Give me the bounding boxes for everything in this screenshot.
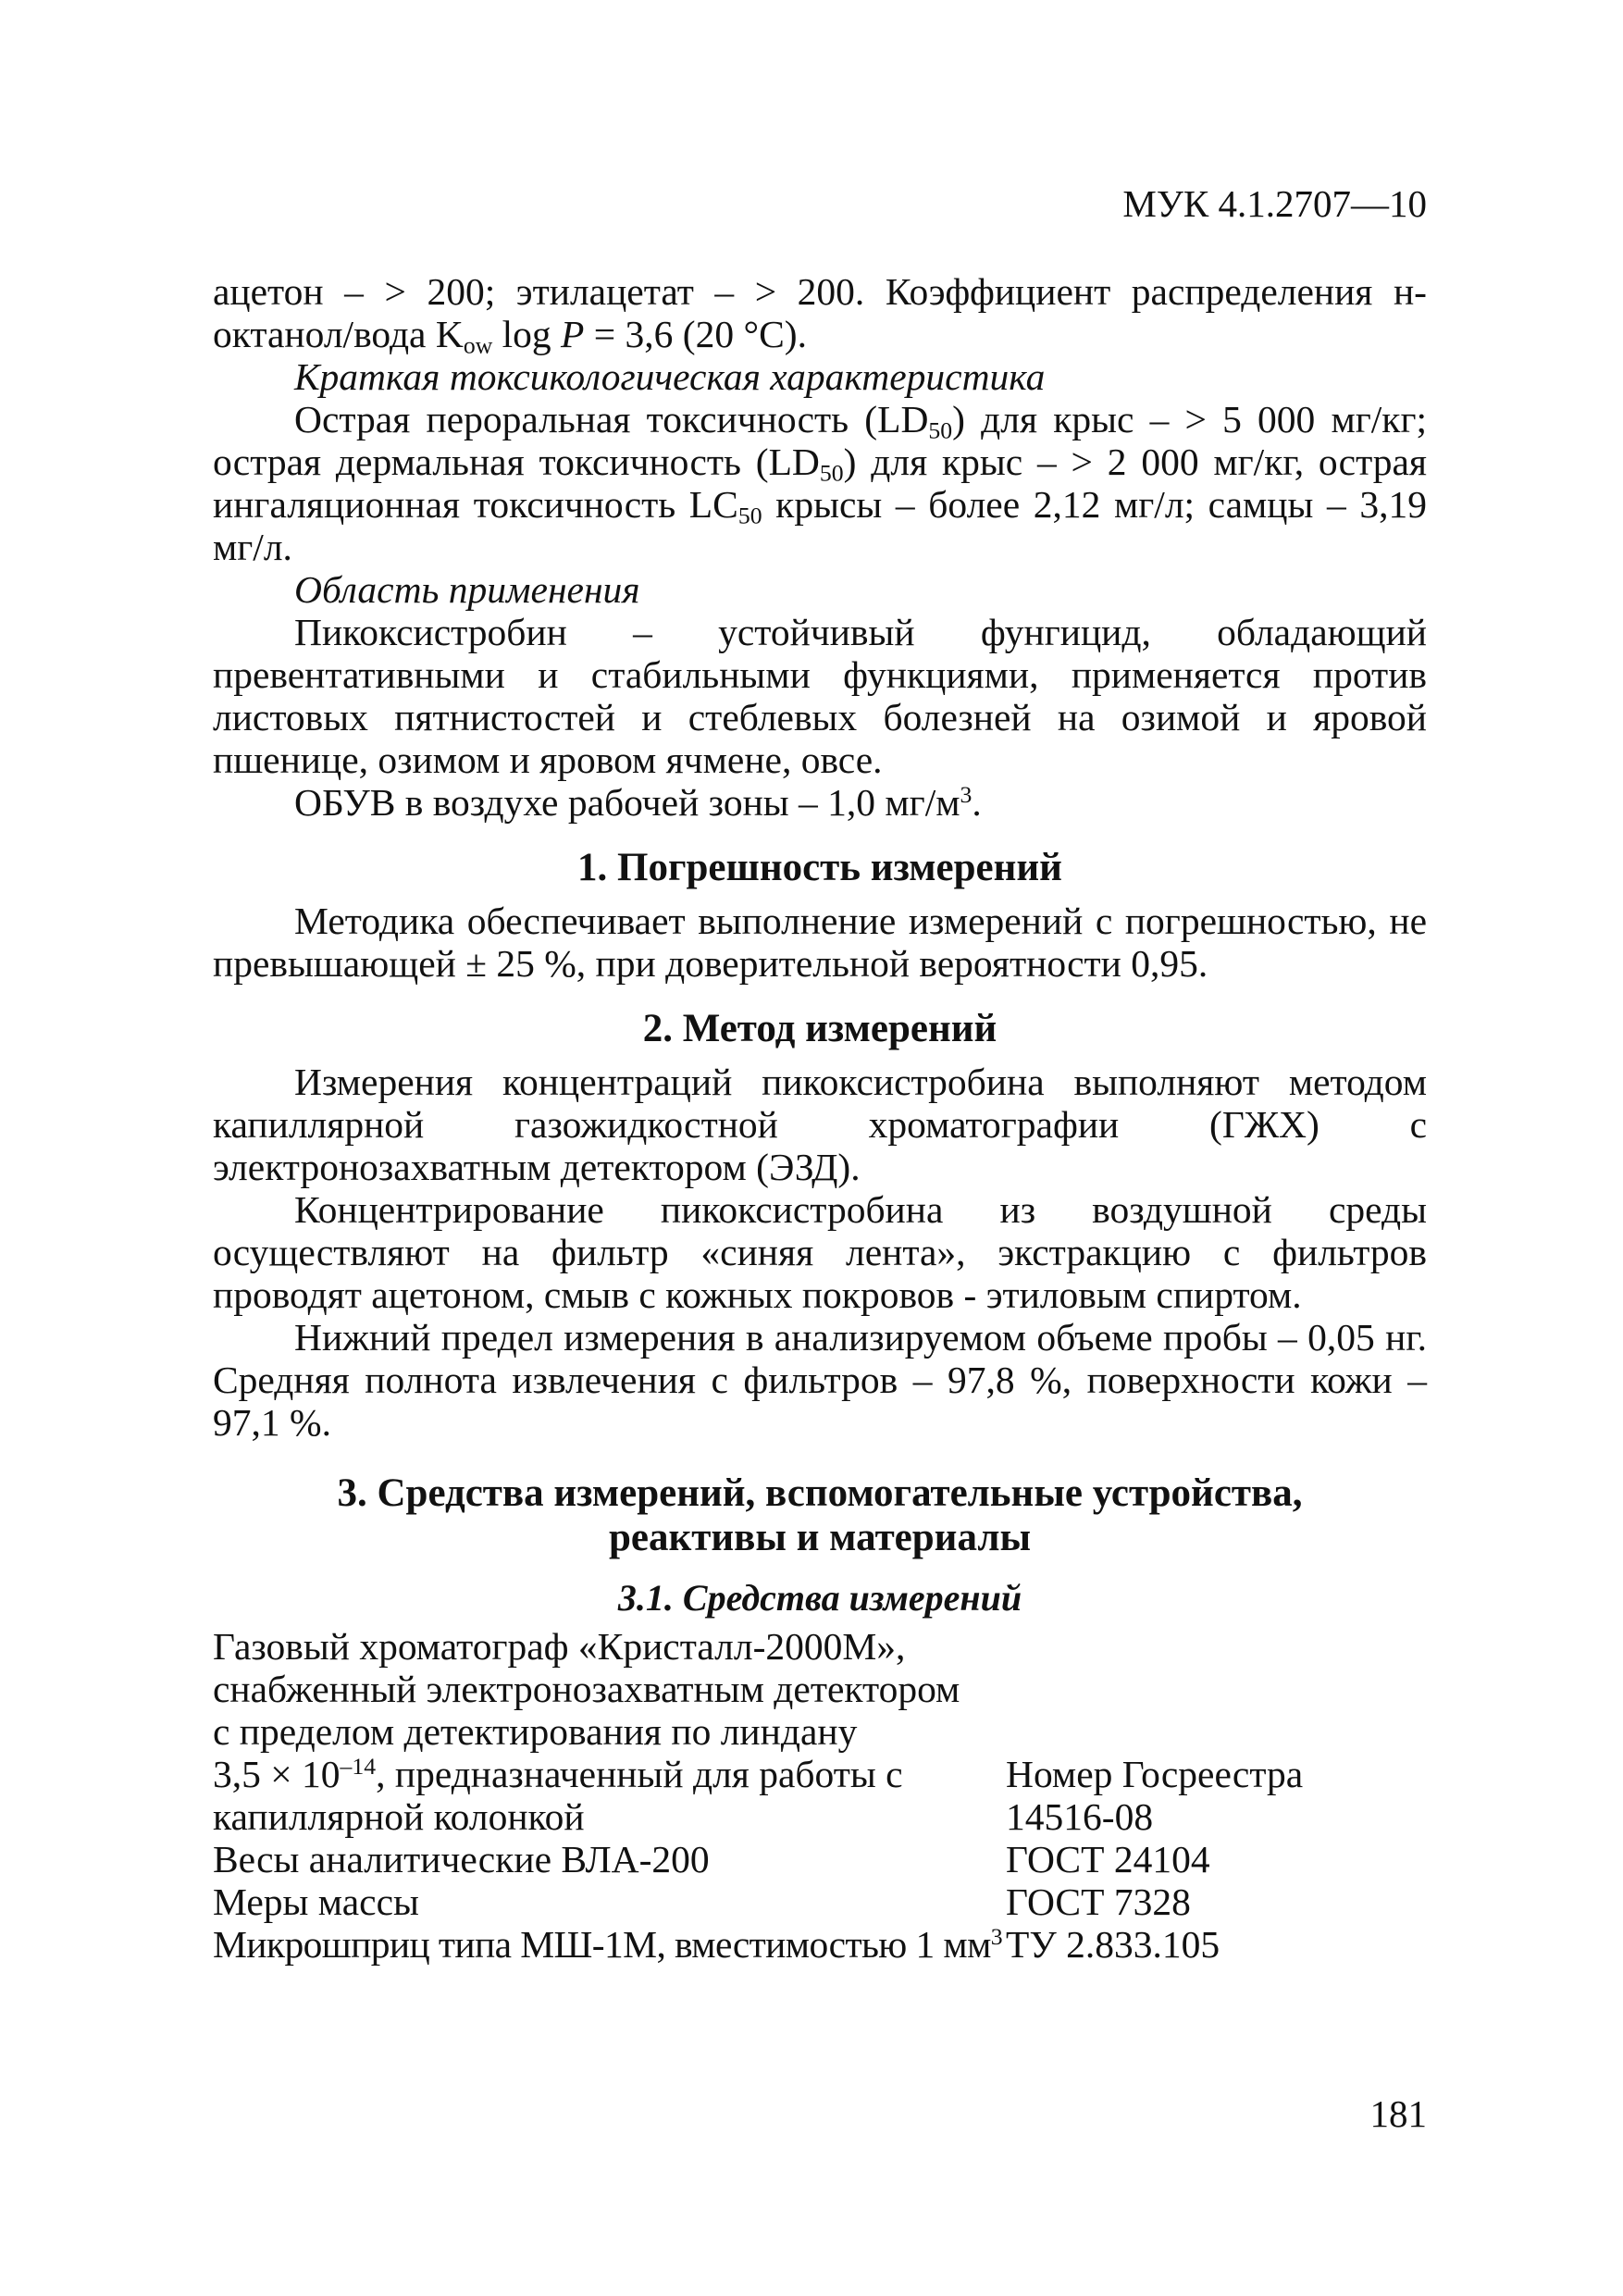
page-body [213,270,1427,1966]
equipment-name-cell: Газовый хроматограф «Кристалл-2000М», снабженный электронозахватным детектором с пределом детектирования по линдану $3,5 \times 10^{-14}$, предназначенный для работы с капиллярной колонкой [213,1625,960,1838]
tox-paragraph: Острая пероральная токсичность $(LD_{50})$ для крыс – > 5 000 мг/кг; острая дермальная токсичность $(LD_{50})$ для крыс – > 2 000 мг/кг, острая ингаляционная токсичность $LC_{50}$ крысы – более 2,12 мг/л; самцы – 3,19 мг/л. [213,398,1428,568]
tox-heading: Краткая токсикологическая характеристика [294,355,1046,398]
solubility-paragraph: ацетон – > 200; этилацетат – > 200. Коэффициент распределения н-октанол/вода $K_{ow}$ log P = 3,6 (20 °C). [213,270,1427,359]
section3-title: 3. Средства измерений, вспомогательные устройства, реактивы и материалы [337,1471,1303,1559]
scope-paragraph: Пикоксистробин – устойчивый фунгицид, обладающий превентативными и стабильными функциями, применяется против листовых пятнистостей и стеблевых болезней на озимой и яровой пшенице, озимом и яровом ячмене, овсе. [213,611,1427,781]
document-code: МУК 4.1.2707—10 [1122,182,1427,225]
equipment-ref-cell: ТУ 2.833.105 [1006,1923,1220,1966]
section2-paragraph-1: Измерения концентраций пикоксистробина выполняют методом капиллярной газожидкостной хроматографии (ГЖХ) с электронозахватным детектором (ЭЗД). [213,1061,1427,1188]
table-row [213,1923,1427,1966]
equipment-ref-cell: Номер Госреестра 14516-08 [1006,1753,1304,1838]
section2-paragraph-3: Нижний предел измерения в анализируемом объеме пробы – 0,05 нг. Средняя полнота извлечения с фильтров – 97,8 %, поверхности кожи – 97,1 %. [213,1316,1427,1444]
equipment-ref-cell: ГОСТ 7328 [1006,1880,1191,1923]
page-number: 181 [1369,2092,1427,2135]
section1-paragraph: Методика обеспечивает выполнение измерений с погрешностью, не превышающей ± 25 %, при доверительной вероятности 0,95. [213,900,1427,985]
equipment-ref-cell: ГОСТ 24104 [1006,1838,1210,1880]
equipment-name-cell: Весы аналитические ВЛА-200 [213,1838,710,1880]
section2-title: 2. Метод измерений [642,1007,997,1050]
obuv-paragraph: ОБУВ в воздухе рабочей зоны – 1,0 $мг/м^3$. [294,780,982,824]
equipment-name-cell: Меры массы [213,1880,419,1923]
equipment-table [213,1625,1427,1966]
equipment-name-cell: Микрошприц типа МШ-1М, вместимостью 1 $мм^3$ [213,1922,1002,1966]
table-row [213,1838,1427,1880]
scope-heading: Область применения [294,568,640,611]
table-row [213,1880,1427,1923]
section1-title: 1. Погрешность измерений [577,846,1062,889]
section3-1-title: 3.1. Средства измерений [617,1577,1022,1619]
section2-paragraph-2: Концентрирование пикоксистробина из воздушной среды осуществляют на фильтр «синяя лента», экстракцию с фильтров проводят ацетоном, смыв с кожных покровов - этиловым спиртом. [213,1188,1427,1316]
table-row [213,1625,1427,1838]
